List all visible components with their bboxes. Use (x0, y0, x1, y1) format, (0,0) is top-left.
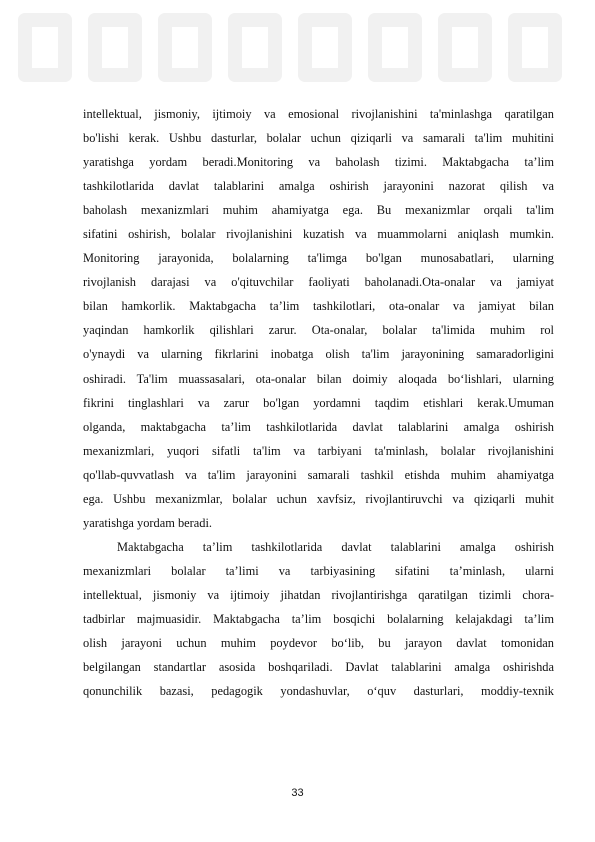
text-line: mexanizmlari bolalar ta’limi va tarbiyasining sifatini ta’minlash, ularni (83, 563, 554, 578)
text-line: belgilangan standartlar asosida boshqariladi. Davlat talablarini amalga oshirishda (83, 660, 554, 675)
text-line: yaratishga yordam beradi. (83, 515, 213, 530)
text-line: Maktabgacha ta’lim tashkilotlarida davlat talablarini amalga oshirish (117, 539, 554, 554)
text-line: tadbirlar majmuasidir. Maktabgacha ta’lim bosqichi bolalarning kelajakdagi ta’lim (83, 611, 554, 626)
paragraph-1 (83, 102, 554, 535)
text-line: bilan hamkorlik. Maktabgacha ta’lim tashkilotlari, ota-onalar va jamiyat bilan (83, 299, 554, 314)
text-line: oshiradi. Ta'lim muassasalari, ota-onalar bilan doimiy aloqada bo‘lishlari, ularning (83, 371, 554, 386)
document-body (83, 102, 554, 703)
text-line: qo'llab-quvvatlash va ta'lim jarayonini samarali tashkil etishda muhim ahamiyatga (83, 467, 554, 482)
text-line: mexanizmlari, yuqori sifatli ta'lim va tarbiyani ta'minlash, bolalar rivojlanishini (83, 443, 554, 458)
text-line: intellektual, jismoniy, ijtimoiy va emosional rivojlanishini ta'minlashga qaratilgan (83, 107, 554, 121)
text-line: tashkilotlarida davlat talablarini amalga oshirish jarayonini nazorat qilish va (83, 179, 554, 194)
page-number: 33 (291, 787, 304, 799)
text-line: o'ynaydi va ularning fikrlarini inobatga olish ta'lim jarayonining samaradorligini (83, 347, 554, 362)
text-line: sifatini oshirish, bolalar rivojlanishini kuzatish va muammolarni aniqlash mumkin. (83, 227, 554, 242)
text-line: olish jarayoni uchun muhim poydevor bo‘lib, bu jarayon davlat tomonidan (83, 636, 554, 651)
text-line: olganda, maktabgacha ta’lim tashkilotlarida davlat talablarini amalga oshirish (83, 419, 554, 434)
text-line: intellektual, jismoniy va ijtimoiy jihatdan rivojlantirishga qaratilgan tizimli chora- (83, 587, 554, 602)
paragraph-2 (83, 535, 554, 703)
text-line: rivojlanish darajasi va o'qituvchilar faoliyati baholanadi.Ota-onalar va jamiyat (83, 275, 554, 290)
text-line: fikrini tinglashlari va zarur bo'lgan yordamni taqdim etishlari kerak.Umuman (83, 395, 554, 410)
text-line: baholash mexanizmlari muhim ahamiyatga ega. Bu mexanizmlar orqali ta'lim (83, 203, 554, 218)
text-line: bo'lishi kerak. Ushbu dasturlar, bolalar uchun qiziqarli va samarali ta'lim muhitini (83, 131, 554, 146)
text-line: Monitoring jarayonida, bolalarning ta'limga bo'lgan munosabatlari, ularning (83, 251, 554, 266)
text-line: yaqindan hamkorlik qilishlari zarur. Ota-onalar, bolalar ta'limida muhim rol (83, 323, 554, 338)
text-line: yaratishga yordam beradi.Monitoring va baholash tizimi. Maktabgacha ta’lim (83, 155, 554, 170)
text-line: qonunchilik bazasi, pedagogik yondashuvlar, o‘quv dasturlari, moddiy-texnik (83, 684, 554, 699)
text-line: ega. Ushbu mexanizmlar, bolalar uchun xavfsiz, rivojlantiruvchi va qiziqarli muhit (83, 491, 554, 506)
